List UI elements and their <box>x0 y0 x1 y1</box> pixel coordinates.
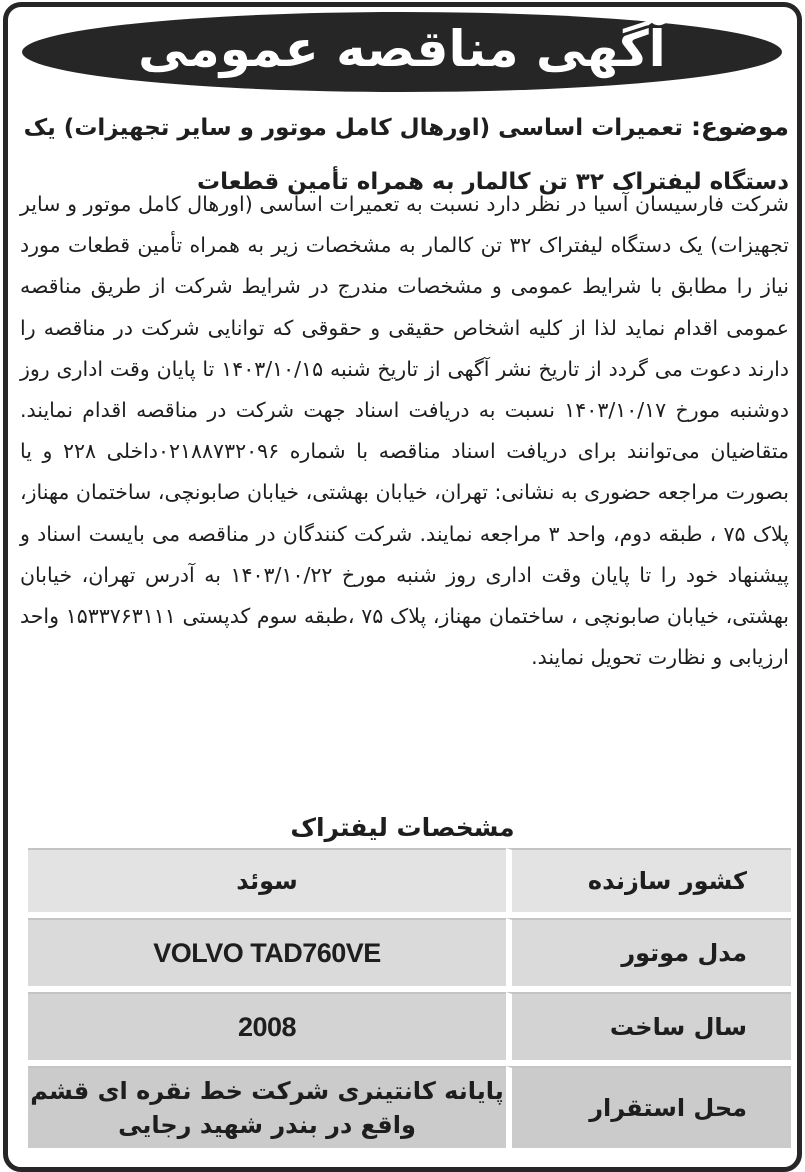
specs-table <box>28 842 791 1154</box>
specs-heading: مشخصات لیفتراک <box>290 813 515 842</box>
subject-text: تعمیرات اساسی (اورهال کامل موتور و سایر تجهیزات) یک دستگاه لیفتراک ۳۲ تن کالمار به همراه تأمین قطعات <box>23 115 789 195</box>
spec-label: کشور سازنده <box>506 848 791 912</box>
spec-value <box>28 1066 506 1148</box>
spec-label: مدل موتور <box>506 918 791 986</box>
spec-row-engine-model <box>28 918 791 986</box>
subject-label: موضوع: <box>690 112 789 141</box>
spec-value: 2008 <box>28 992 506 1060</box>
spec-row-country <box>28 848 791 912</box>
spec-value-line: واقع در بندر شهید رجایی <box>118 1111 416 1139</box>
spec-value-line: پایانه کانتینری شرکت خط نقره ای قشم <box>30 1077 504 1105</box>
spec-value: VOLVO TAD760VE <box>28 918 506 986</box>
spec-value: سوئد <box>28 848 506 912</box>
spec-row-year <box>28 992 791 1060</box>
body-paragraph: شرکت فارسیسان آسیا در نظر دارد نسبت به تعمیرات اساسی (اورهال کامل موتور و سایر تجهیزات) یک دستگاه لیفتراک ۳۲ تن کالمار به مشخصات زیر به همراه تأمین قطعات مورد نیاز را مطابق با شرایط عمومی و مشخصات مندرج در شرایط شرکت از طریق مناقصه عمومی اقدام نماید لذا از کلیه اشخاص حقیقی و حقوقی که توانایی شرکت در مناقصه را دارند دعوت می گردد از تاریخ نشر آگهی از تاریخ شنبه ۱۴۰۳/۱۰/۱۵ تا پایان وقت اداری روز دوشنبه مورخ ۱۴۰۳/۱۰/۱۷ نسبت به دریافت اسناد جهت شرکت در مناقصه اقدام نمایند. متقاضیان می‌توانند برای دریافت اسناد مناقصه با شماره ۰۲۱۸۸۷۳۲۰۹۶داخلی ۲۲۸ و یا بصورت مراجعه حضوری به نشانی: تهران، خیابان بهشتی، خیابان صابونچی، ساختمان مهناز، پلاک ۷۵ ، طبقه دوم، واحد ۳ مراجعه نمایند. شرکت کنندگان در مناقصه می بایست اسناد و پیشنهاد خود را تا پایان وقت اداری روز شنبه مورخ ۱۴۰۳/۱۰/۲۲ به آدرس تهران، خیابان بهشتی، خیابان صابونچی ، ساختمان مهناز، پلاک ۷۵ ،طبقه سوم کدپستی ۱۵۳۳۷۶۳۱۱۱ واحد ارزیابی و نظارت تحویل نمایند. <box>20 192 790 670</box>
title-banner <box>22 12 782 92</box>
notice-body <box>20 184 789 678</box>
spec-label: سال ساخت <box>506 992 791 1060</box>
spec-label: محل استقرار <box>506 1066 791 1148</box>
notice-title: آگهی مناقصه عمومی <box>138 20 666 78</box>
spec-row-location <box>28 1066 791 1148</box>
